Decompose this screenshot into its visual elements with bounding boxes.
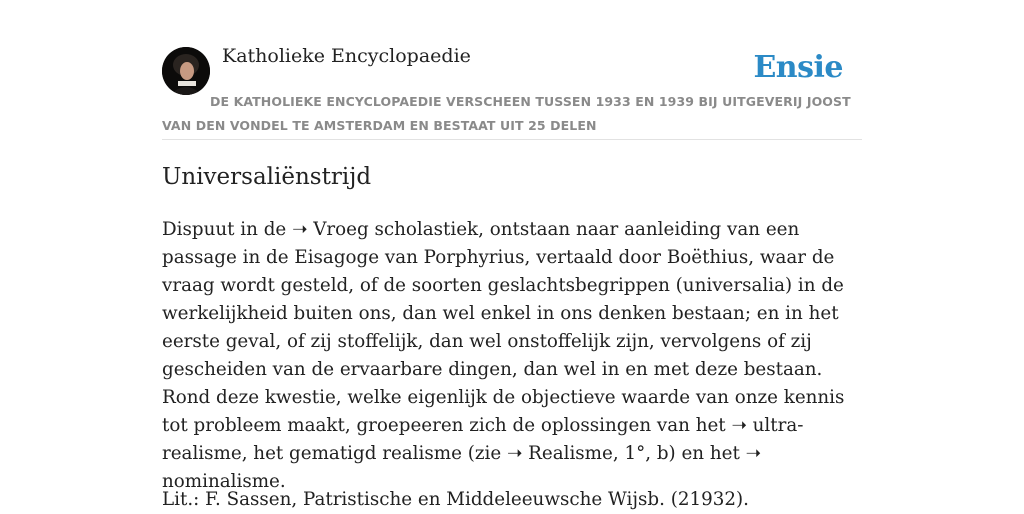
arrow-icon: ➝ bbox=[506, 443, 523, 464]
article-body bbox=[162, 216, 862, 496]
body-text: , ontstaan naar aanleiding van een passage in de Eisagoge van Porphyrius, vertaald door Boëthius, waar de vraag wordt gesteld, of de soorten geslachtsbegrippen (universalia) in de werkelijkheid buiten ons, dan wel enkel in ons denken bestaan; en in het eerste geval, of zij stoffelijk, dan wel onstoffelijk zijn, vervolgens of zij gescheiden van de ervaarbare dingen, dan wel in en met deze bestaan. Rond deze kwestie, welke eigenlijk de objectieve waarde van onze kennis tot probleem maakt, groepeeren zich de oplossingen van het bbox=[162, 219, 845, 436]
page bbox=[162, 0, 862, 512]
site-tagline: DE KATHOLIEKE ENCYCLOPAEDIE VERSCHEEN TUSSEN 1933 EN 1939 BIJ UITGEVERIJ JOOST VAN DEN VONDEL TE AMSTERDAM EN BESTAAT UIT 25 DELEN bbox=[162, 94, 851, 133]
brand-logo[interactable]: Ensie bbox=[753, 50, 843, 85]
link-realisme[interactable]: Realisme, 1°, b) bbox=[528, 443, 676, 464]
arrow-icon: ➝ bbox=[292, 219, 308, 240]
site-title[interactable]: Katholieke Encyclopaedie bbox=[222, 45, 471, 67]
body-text: . bbox=[279, 471, 286, 492]
arrow-icon: ➝ bbox=[745, 443, 761, 464]
body-text: Dispuut in de bbox=[162, 219, 287, 240]
site-logo-avatar[interactable] bbox=[162, 47, 210, 95]
body-text: en het bbox=[675, 443, 740, 464]
arrow-icon: ➝ bbox=[731, 415, 747, 436]
article-title: Universaliënstrijd bbox=[162, 164, 372, 190]
link-vroeg-scholastiek[interactable]: Vroeg scholastiek bbox=[313, 219, 479, 240]
link-nominalisme[interactable]: nominalisme bbox=[162, 471, 280, 492]
literature-reference: Lit.: F. Sassen, Patristische en Middeleeuwsche Wijsb. (21932). bbox=[162, 489, 749, 510]
site-header bbox=[162, 0, 862, 140]
body-text: , het gematigd realisme (zie bbox=[241, 443, 502, 464]
link-ultra-realisme[interactable]: ultra-realisme bbox=[162, 415, 804, 464]
